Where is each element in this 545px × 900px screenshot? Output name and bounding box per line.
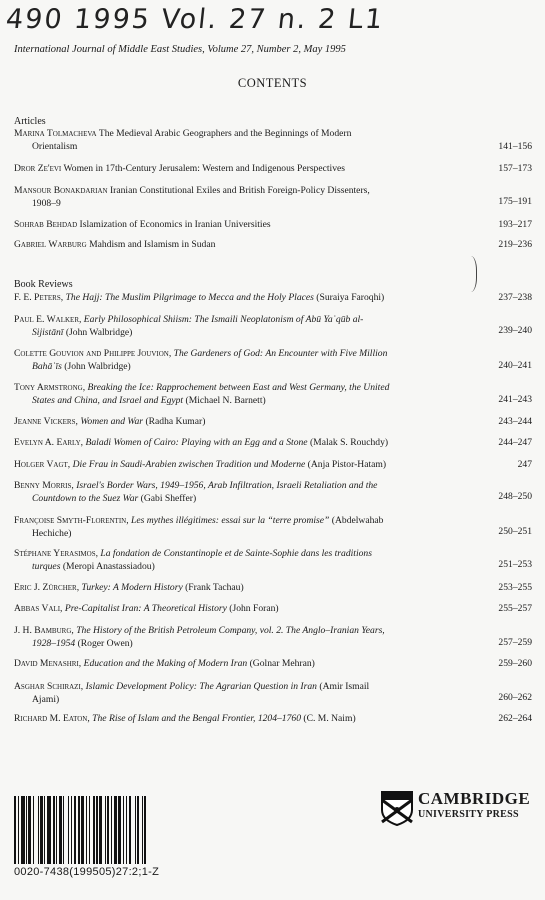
publisher-name: CAMBRIDGE — [418, 789, 531, 808]
review-book-title-cont: turques — [32, 560, 61, 572]
review-entry — [14, 382, 474, 408]
review-pages: 262–264 — [498, 713, 532, 724]
review-entry — [14, 459, 474, 472]
review-author: Evelyn A. Early, — [14, 437, 84, 448]
review-author: David Menashri, — [14, 658, 82, 669]
publisher-subtitle: UNIVERSITY PRESS — [418, 809, 519, 820]
review-entry — [14, 681, 474, 707]
handwritten-catalog-note: 490 1995 Vol. 27 n. 2 L1 — [4, 4, 386, 35]
review-reviewer: (Amir Ismail — [319, 681, 370, 692]
review-reviewer-cont: Hechiche) — [32, 527, 72, 539]
article-title: Women in 17th-Century Jerusalem: Western and Indigenous Perspectives — [63, 163, 345, 174]
article-title: Islamization of Economics in Iranian Universities — [79, 219, 271, 230]
review-book-title: Early Philosophical Shiism: The Ismaili Neoplatonism of Abū Yaʿqūb al- — [83, 314, 364, 325]
review-book-title: La fondation de Constantinople et de Sainte-Sophie dans les traditions — [100, 548, 372, 559]
review-book-title-cont: Bahāʾīs — [32, 360, 62, 372]
review-author: Tony Armstrong, — [14, 382, 86, 393]
review-reviewer: (Michael N. Barnett) — [185, 394, 266, 406]
article-pages: 157–173 — [498, 163, 532, 174]
article-author: Dror Ze'evi — [14, 163, 62, 174]
article-author: Sohrab Behdad — [14, 219, 78, 230]
review-reviewer: (Radha Kumar) — [145, 416, 206, 427]
review-book-title: The Rise of Islam and the Bengal Frontier, 1204–1760 — [92, 713, 301, 724]
review-pages: 244–247 — [498, 437, 532, 448]
review-pages: 250–251 — [498, 526, 532, 537]
article-pages: 219–236 — [498, 239, 532, 250]
review-book-title: Breaking the Ice: Rapprochement between East and West Germany, the United — [87, 382, 390, 393]
review-book-title: Die Frau in Saudi-Arabien zwischen Tradition und Moderne — [72, 459, 306, 470]
article-entry — [14, 163, 474, 176]
review-author: Abbas Vali, — [14, 603, 63, 614]
review-reviewer: (Suraiya Faroqhi) — [316, 292, 385, 303]
review-entry — [14, 437, 474, 450]
review-book-title: Turkey: A Modern History — [81, 582, 183, 593]
article-author: Marina Tolmacheva — [14, 128, 97, 139]
article-title: Mahdism and Islamism in Sudan — [89, 239, 216, 250]
article-entry — [14, 128, 474, 154]
review-book-title: Pre-Capitalist Iran: A Theoretical History — [64, 603, 227, 614]
review-reviewer: (John Foran) — [229, 603, 279, 614]
review-book-title: The History of the British Petroleum Company, vol. 2. The Anglo–Iranian Years, — [76, 625, 385, 636]
review-author: Benny Morris, — [14, 480, 74, 491]
article-pages: 141–156 — [498, 141, 532, 152]
review-pages: 247 — [517, 459, 532, 470]
cambridge-crest-icon — [380, 790, 414, 826]
review-pages: 240–241 — [498, 360, 532, 371]
review-reviewer: (John Walbridge) — [64, 360, 131, 372]
review-reviewer: (C. M. Naim) — [303, 713, 356, 724]
article-title-cont: Orientalism — [32, 140, 78, 152]
review-book-title: Islamic Development Policy: The Agrarian Question in Iran — [85, 681, 317, 692]
article-title: Iranian Constitutional Exiles and British Foreign-Policy Dissenters, — [109, 185, 370, 196]
review-pages: 243–244 — [498, 416, 532, 427]
review-pages: 239–240 — [498, 325, 532, 336]
review-book-title: The Hajj: The Muslim Pilgrimage to Mecca and the Holy Places — [65, 292, 314, 303]
review-book-title-cont: States and China, and Israel and Egypt — [32, 394, 184, 406]
review-author: Paul E. Walker, — [14, 314, 82, 325]
review-author: Jeanne Vickers, — [14, 416, 78, 427]
review-author: F. E. Peters, — [14, 292, 64, 303]
review-reviewer: (Meropi Anastassiadou) — [62, 560, 155, 572]
review-pages: 241–243 — [498, 394, 532, 405]
review-book-title-cont: Countdown to the Suez War — [32, 492, 139, 504]
review-book-title-cont: Sijistānī — [32, 326, 64, 338]
review-entry — [14, 416, 474, 429]
article-entry — [14, 219, 474, 232]
article-entry — [14, 239, 474, 252]
review-reviewer: (Malak S. Rouchdy) — [309, 437, 389, 448]
review-book-title: The Gardeners of God: An Encounter with Five Million — [173, 348, 388, 359]
review-book-title: Education and the Making of Modern Iran — [83, 658, 248, 669]
review-reviewer: (Gabi Sheffer) — [140, 492, 197, 504]
review-pages: 253–255 — [498, 582, 532, 593]
article-author: Gabriel Warburg — [14, 239, 87, 250]
article-pages: 193–217 — [498, 219, 532, 230]
article-author: Mansour Bonakdarian — [14, 185, 108, 196]
review-author: Holger Vagt, — [14, 459, 71, 470]
review-entry — [14, 658, 474, 671]
review-author: Stéphane Yerasimos, — [14, 548, 98, 559]
review-reviewer-cont: Ajami) — [32, 693, 60, 705]
review-entry — [14, 348, 474, 374]
review-entry — [14, 480, 474, 506]
review-entry — [14, 292, 474, 305]
article-title-cont: 1908–9 — [32, 197, 61, 209]
review-reviewer: (John Walbridge) — [65, 326, 133, 338]
review-reviewer: (Roger Owen) — [77, 637, 133, 649]
review-book-title: Les mythes illégitimes: essai sur la “terre promise” — [131, 515, 330, 526]
review-book-title: Women and War — [80, 416, 144, 427]
review-pages: 237–238 — [498, 292, 532, 303]
review-entry — [14, 713, 474, 726]
article-entry — [14, 185, 474, 211]
review-author: Françoise Smyth-Florentin, — [14, 515, 129, 526]
review-pages: 248–250 — [498, 491, 532, 502]
review-entry — [14, 603, 474, 616]
review-entry — [14, 582, 474, 595]
review-pages: 251–253 — [498, 559, 532, 570]
articles-heading: Articles — [14, 116, 46, 127]
contents-title: CONTENTS — [237, 76, 308, 90]
review-entry — [14, 548, 474, 574]
review-entry — [14, 625, 474, 651]
barcode — [14, 796, 198, 864]
book-reviews-heading: Book Reviews — [14, 279, 73, 290]
barcode-number: 0020-7438(199505)27:2;1-Z — [14, 866, 160, 878]
review-author: J. H. Bamburg, — [14, 625, 74, 636]
review-pages: 255–257 — [498, 603, 532, 614]
review-entry — [14, 515, 474, 541]
review-pages: 260–262 — [498, 692, 532, 703]
review-reviewer: (Anja Pistor-Hatam) — [307, 459, 387, 470]
review-book-title-cont: 1928–1954 — [32, 637, 76, 649]
barcode-bar — [146, 796, 147, 864]
review-book-title: Israel's Border Wars, 1949–1956, Arab Infiltration, Israeli Retaliation and the — [76, 480, 378, 491]
journal-line: International Journal of Middle East Studies, Volume 27, Number 2, May 1995 — [14, 44, 346, 55]
review-author: Asghar Schirazi, — [14, 681, 84, 692]
review-author: Richard M. Eaton, — [14, 713, 90, 724]
article-pages: 175–191 — [498, 196, 532, 207]
pencil-mark — [462, 256, 477, 292]
review-pages: 257–259 — [498, 637, 532, 648]
review-pages: 259–260 — [498, 658, 532, 669]
review-book-title: Baladi Women of Cairo: Playing with an Egg and a Stone — [85, 437, 308, 448]
review-reviewer: (Golnar Mehran) — [249, 658, 315, 669]
review-reviewer: (Frank Tachau) — [185, 582, 244, 593]
review-author: Eric J. Zürcher, — [14, 582, 80, 593]
review-author: Colette Gouvion and Philippe Jouvion, — [14, 348, 172, 359]
review-reviewer: (Abdelwahab — [331, 515, 384, 526]
article-title: The Medieval Arabic Geographers and the Beginnings of Modern — [98, 128, 352, 139]
review-entry — [14, 314, 474, 340]
